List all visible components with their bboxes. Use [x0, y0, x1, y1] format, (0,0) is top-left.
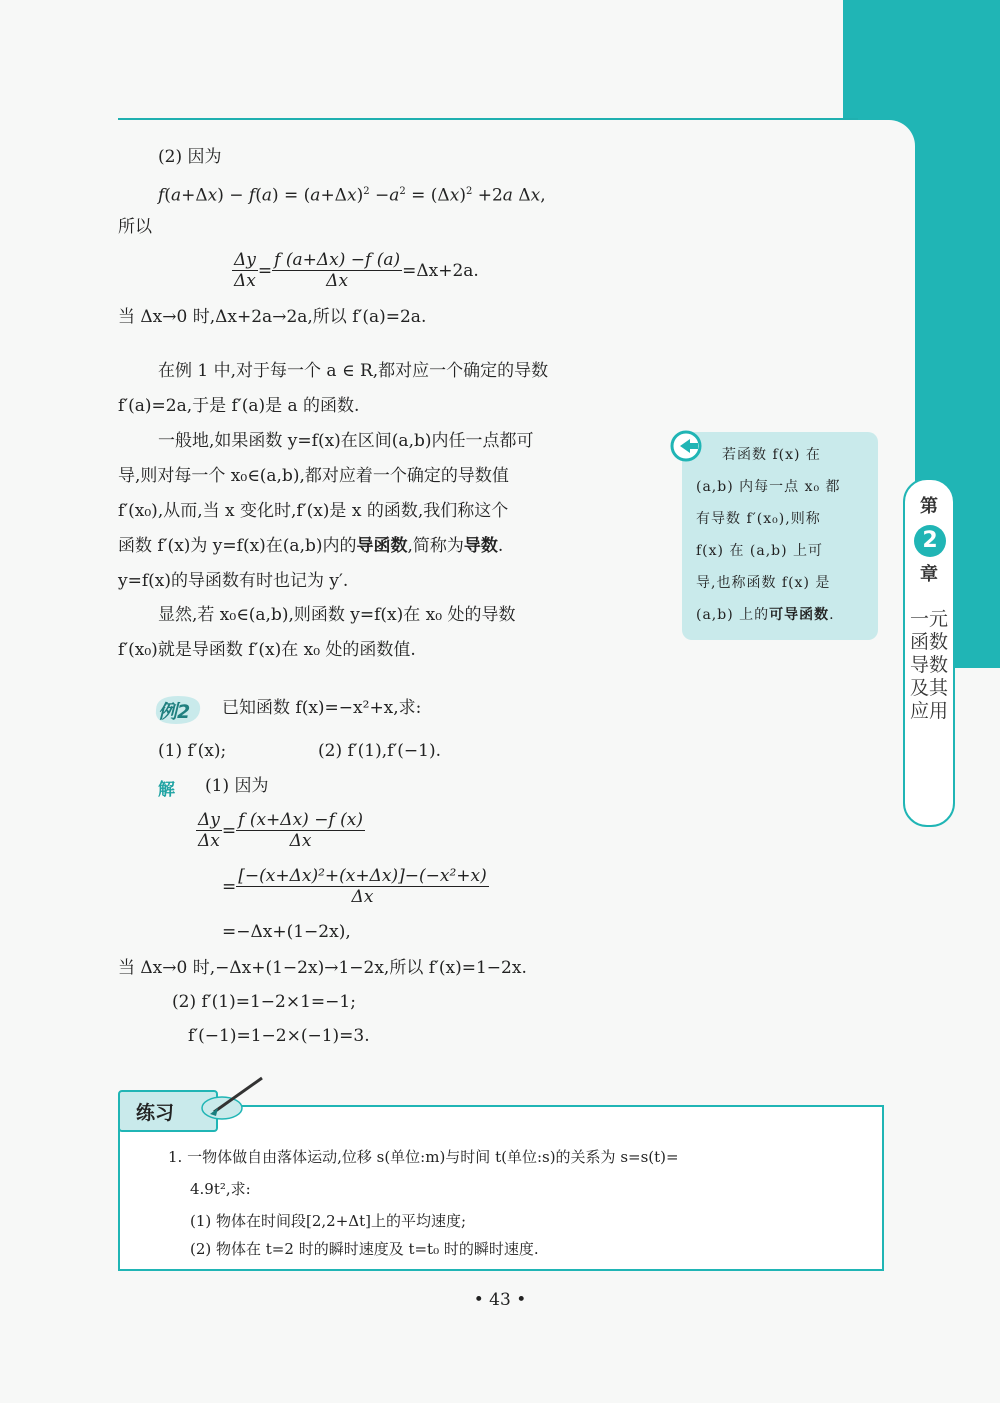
limit-statement: 当 Δx→0 时,Δx+2a→2a,所以 f′(a)=2a.: [118, 307, 427, 327]
chapter-title: 一元函数导数及其应用: [909, 608, 948, 722]
paragraph-2-line-5: y=f(x)的导函数有时也记为 y′.: [118, 571, 349, 591]
term-derived-function: 导函数: [356, 536, 408, 556]
paragraph-2-line-2: 导,则对每一个 x₀∈(a,b),都对应着一个确定的导数值: [118, 466, 509, 486]
paragraph-2-line-3: f′(x₀),从而,当 x 变化时,f′(x)是 x 的函数,我们称这个: [118, 501, 509, 521]
term-derivative: 导数: [463, 536, 498, 556]
paragraph-3-line-2: f′(x₀)就是导函数 f′(x)在 x₀ 处的函数值.: [118, 640, 416, 660]
paragraph-1-line-2: f′(a)=2a,于是 f′(a)是 a 的函数.: [118, 396, 360, 416]
paragraph-3-line-1: 显然,若 x₀∈(a,b),则函数 y=f(x)在 x₀ 处的导数: [158, 605, 516, 625]
example-2-stem: 已知函数 f(x)=−x²+x,求:: [222, 698, 422, 718]
solution-part-2-line-1: (2) f′(1)=1−2×1=−1;: [172, 992, 356, 1012]
margin-note: 若函数 f(x) 在 (a,b) 内每一点 x₀ 都 有导数 f′(x₀),则称 f(x) 在 (a,b) 上可 导,也称函数 f(x) 是 (a,b) 上的可导函数.: [682, 432, 878, 640]
exercise-1-line-2: 4.9t²,求:: [190, 1180, 251, 1198]
exercise-box: [118, 1105, 884, 1271]
solution-limit: 当 Δx→0 时,−Δx+(1−2x)→1−2x,所以 f′(x)=1−2x.: [118, 958, 527, 978]
exercise-1-line-1: 1. 一物体做自由落体运动,位移 s(单位:m)与时间 t(单位:s)的关系为 s=s(t)=: [168, 1148, 679, 1166]
paragraph-2-line-4: 函数 f′(x)为 y=f(x)在(a,b)内的导函数,简称为导数.: [118, 536, 504, 556]
solution-label: 解: [158, 780, 175, 800]
page-number: • 43 •: [473, 1290, 527, 1310]
back-arrow-icon: [670, 430, 706, 462]
solution-formula-2: = $\frac{\text{[−(x+Δx)²+(x+Δx)]−(−x²+x)}}{\Delta x}$: [222, 866, 487, 907]
paragraph-1-line-1: 在例 1 中,对于每一个 a ∈ R,都对应一个确定的导数: [158, 361, 549, 381]
part2-equation: $f(a+\Delta x) - f(a) = (a+\Delta x)^2 -a^2 = (\Delta x)^2 +2a$ Δx,: [158, 185, 546, 206]
example-2-question-2: (2) f′(1),f′(−1).: [318, 741, 442, 761]
exercise-tab: 练习: [118, 1090, 218, 1132]
solution-part-1: (1) 因为: [205, 776, 269, 796]
paragraph-2-line-1: 一般地,如果函数 y=f(x)在区间(a,b)内任一点都可: [158, 431, 534, 451]
exercise-1-question-1: (1) 物体在时间段[2,2+Δt]上的平均速度;: [190, 1212, 467, 1230]
exercise-1-question-2: (2) 物体在 t=2 时的瞬时速度及 t=t₀ 时的瞬时速度.: [190, 1240, 539, 1258]
chapter-tab: 第 2 章 一元函数导数及其应用: [903, 478, 955, 827]
part2-label: (2) 因为: [158, 147, 222, 167]
solution-formula-3: =−Δx+(1−2x),: [222, 922, 351, 942]
chapter-number-badge: 2: [914, 525, 946, 557]
therefore-label: 所以: [118, 217, 152, 237]
pen-icon: [200, 1074, 270, 1124]
header-rule: [118, 118, 858, 120]
difference-quotient-formula: $\frac{\Delta y}{\Delta x}$ = $\frac{f (a+\Delta x) -f (a)}{\Delta x}$ =Δx+2a.: [234, 250, 479, 291]
solution-formula-1: $\frac{\Delta y}{\Delta x}$ = $\frac{f (x+\Delta x) -f (x)}{\Delta x}$: [198, 810, 363, 851]
example-2-question-1: (1) f′(x);: [158, 741, 227, 761]
solution-part-2-line-2: f′(−1)=1−2×(−1)=3.: [188, 1026, 370, 1046]
example-badge: 例2: [152, 693, 204, 727]
